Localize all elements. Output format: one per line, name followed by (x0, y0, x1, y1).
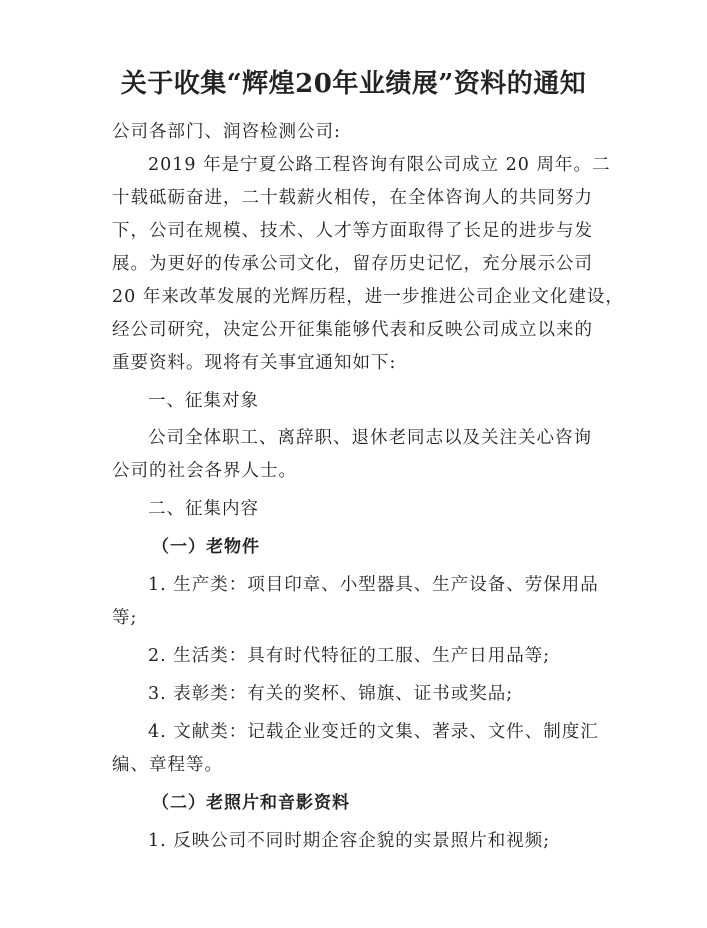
document-body (112, 116, 624, 858)
list-item-daily-life: 2. 生活类：具有时代特征的工服、生产日用品等; (148, 646, 551, 666)
section-heading-targets: 一、征集对象 (148, 391, 259, 411)
subsection-heading-photos: （二）老照片和音影资料 (152, 793, 350, 813)
list-item-awards: 3. 表彰类：有关的奖杯、锦旗、证书或奖品; (148, 684, 514, 704)
list-item-literature-cont: 编、章程等。 (112, 755, 223, 775)
intro-line-2: 十载砥砺奋进，二十载薪火相传，在全体咨询人的共同努力 (112, 188, 593, 208)
intro-line-7: 重要资料。现将有关事宜通知如下: (112, 353, 397, 373)
intro-line-1: 2019 年是宁夏公路工程咨询有限公司成立 20 周年。二 (148, 155, 611, 175)
intro-line-6: 经公司研究，决定公开征集能够代表和反映公司成立以来的 (112, 320, 593, 340)
intro-line-4: 展。为更好的传承公司文化，留存历史记忆，充分展示公司 (112, 254, 593, 274)
list-item-photos: 1. 反映公司不同时期企容企貌的实景照片和视频; (148, 831, 551, 851)
intro-line-5: 20 年来改革发展的光辉历程，进一步推进公司企业文化建设， (112, 287, 624, 307)
salutation: 公司各部门、润咨检测公司: (112, 122, 341, 142)
section1-line-1: 公司全体职工、离辞职、退休老同志以及关注关心咨询 (148, 428, 592, 448)
list-item-literature: 4. 文献类：记载企业变迁的文集、著录、文件、制度汇 (148, 722, 599, 742)
section-heading-content: 二、征集内容 (148, 499, 259, 519)
list-item-production-cont: 等; (112, 608, 138, 628)
document-title: 关于收集“辉煌20年业绩展”资料的通知 (120, 69, 587, 99)
intro-line-3: 下，公司在规模、技术、人才等方面取得了长足的进步与发 (112, 221, 593, 241)
list-item-production: 1. 生产类：项目印章、小型器具、生产设备、劳保用品 (148, 575, 599, 595)
subsection-heading-old-objects: （一）老物件 (152, 537, 260, 557)
section1-line-2: 公司的社会各界人士。 (112, 461, 297, 481)
